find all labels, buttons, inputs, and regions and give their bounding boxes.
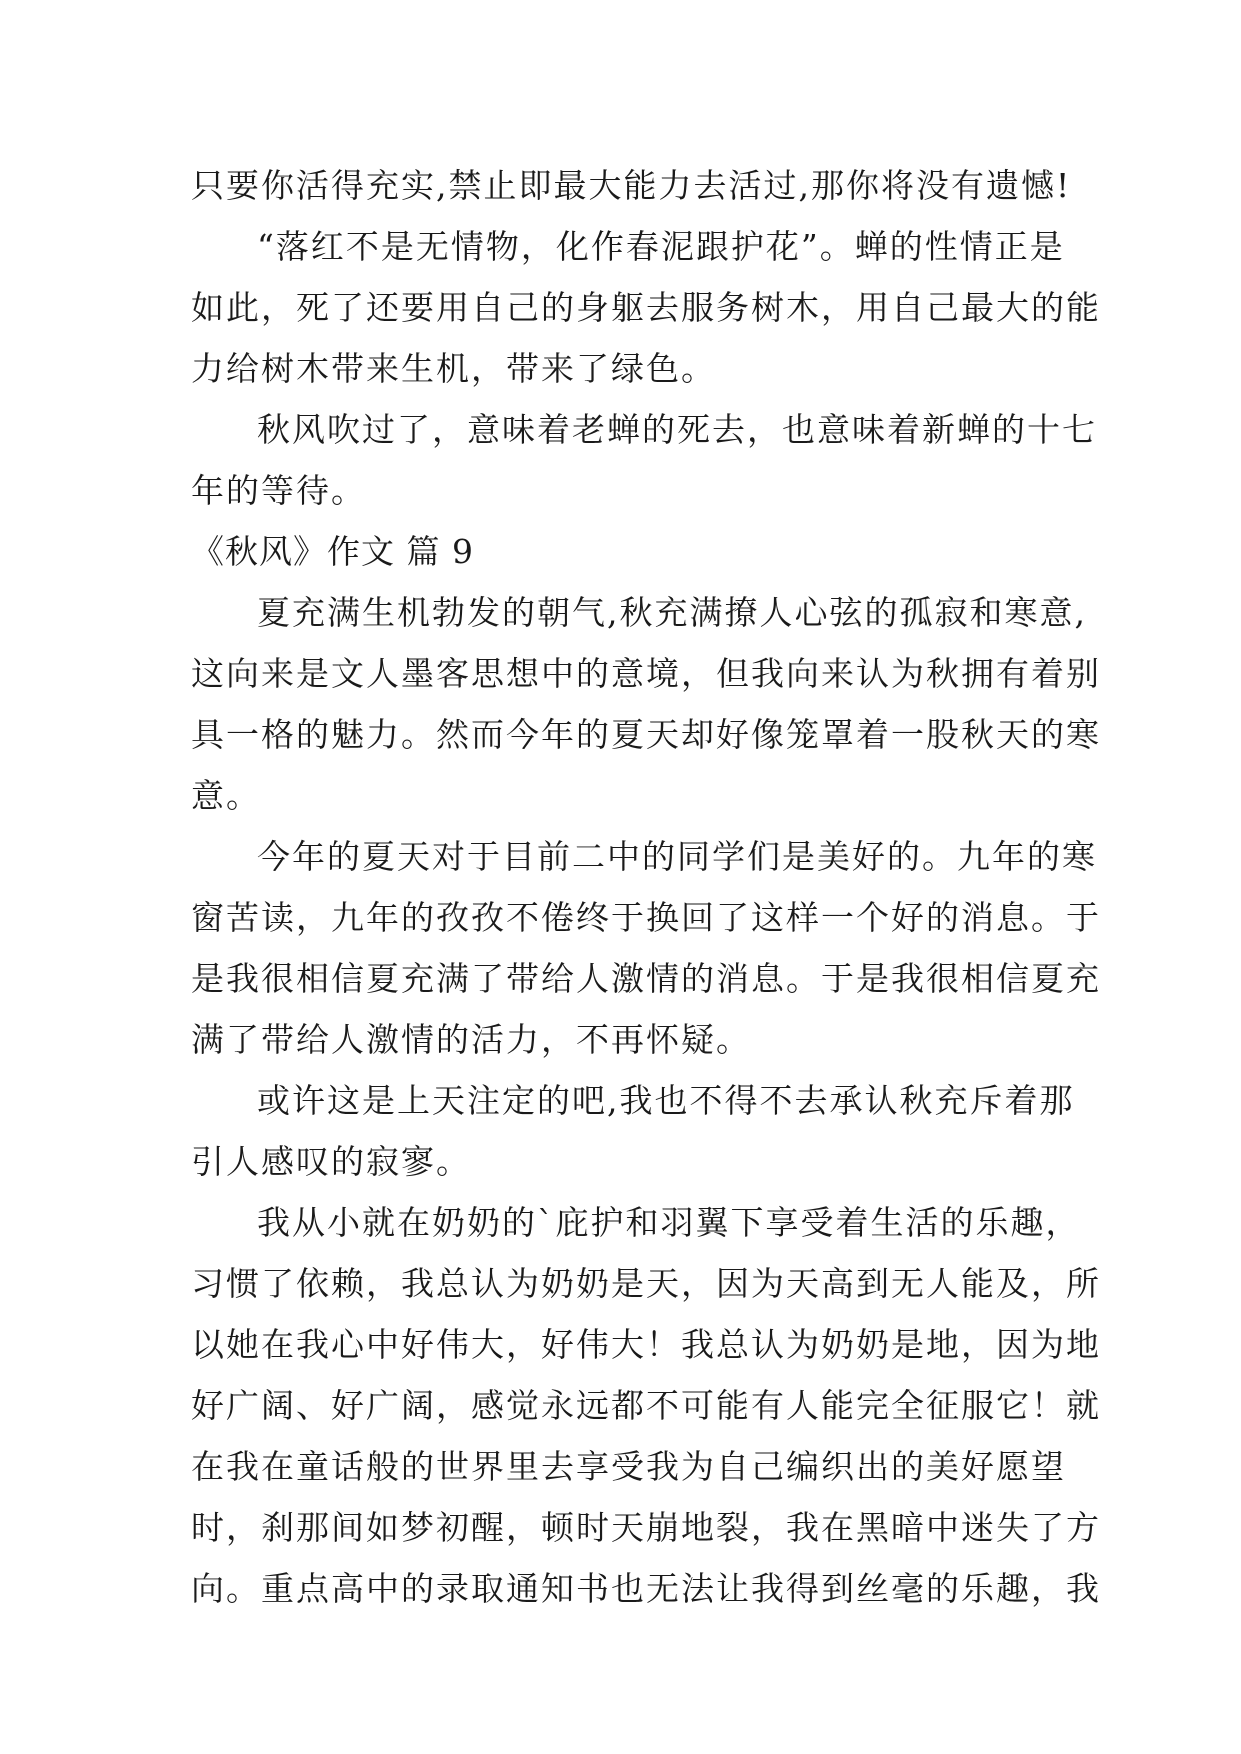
text-line: 习惯了依赖，我总认为奶奶是天，因为天高到无人能及，所 — [191, 1264, 1101, 1303]
text-line: 这向来是文人墨客思想中的意境，但我向来认为秋拥有着别 — [191, 654, 1101, 693]
text-line: 窗苦读，九年的孜孜不倦终于换回了这样一个好的消息。于 — [191, 898, 1101, 937]
document-body — [191, 155, 1101, 1619]
text-line: 满了带给人激情的活力，不再怀疑。 — [191, 1020, 751, 1059]
text-line: 或许这是上天注定的吧,我也不得不去承认秋充斥着那 — [257, 1081, 1075, 1120]
text-line: 引人感叹的寂寥。 — [191, 1142, 471, 1181]
text-line: 意。 — [191, 776, 261, 815]
text-line: 力给树木带来生机，带来了绿色。 — [191, 349, 716, 388]
text-line: 只要你活得充实,禁止即最大能力去活过,那你将没有遗憾! — [191, 166, 1072, 205]
section-heading: 《秋风》作文 篇 9 — [191, 532, 474, 571]
text-line: 年的等待。 — [191, 471, 366, 510]
text-line: 向。重点高中的录取通知书也无法让我得到丝毫的乐趣，我 — [191, 1569, 1101, 1608]
text-line: 秋风吹过了，意味着老蝉的死去，也意味着新蝉的十七 — [257, 410, 1097, 449]
text-line: 时，刹那间如梦初醒，顿时天崩地裂，我在黑暗中迷失了方 — [191, 1508, 1101, 1547]
text-line: 我从小就在奶奶的`庇护和羽翼下享受着生活的乐趣， — [257, 1203, 1081, 1242]
text-line: 具一格的魅力。然而今年的夏天却好像笼罩着一股秋天的寒 — [191, 715, 1101, 754]
text-line: 以她在我心中好伟大，好伟大！我总认为奶奶是地，因为地 — [191, 1325, 1101, 1364]
text-line: 夏充满生机勃发的朝气,秋充满撩人心弦的孤寂和寒意, — [257, 593, 1087, 632]
text-line: 在我在童话般的世界里去享受我为自己编织出的美好愿望 — [191, 1447, 1066, 1486]
text-line: 是我很相信夏充满了带给人激情的消息。于是我很相信夏充 — [191, 959, 1101, 998]
text-line: 今年的夏天对于目前二中的同学们是美好的。九年的寒 — [257, 837, 1097, 876]
text-line: 好广阔、好广阔，感觉永远都不可能有人能完全征服它！就 — [191, 1386, 1101, 1425]
text-line: “落红不是无情物，化作春泥跟护花”。蝉的性情正是 — [257, 227, 1065, 266]
text-line: 如此，死了还要用自己的身躯去服务树木，用自己最大的能 — [191, 288, 1101, 327]
